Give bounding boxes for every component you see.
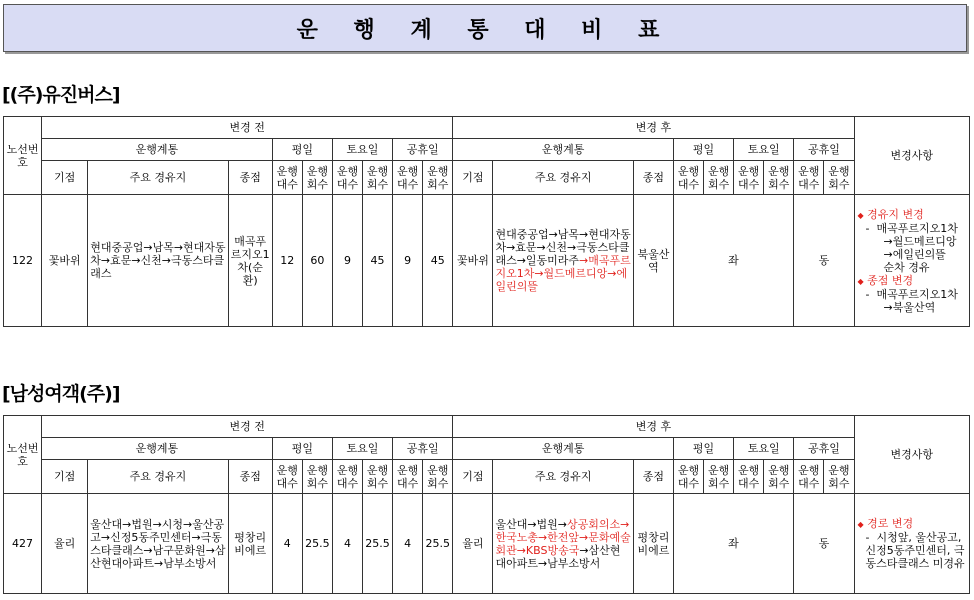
system-header: 운행계통 — [42, 438, 273, 460]
change-1-head: 경유지 변경 — [867, 207, 924, 221]
start-header: 기점 — [453, 460, 493, 494]
start-header: 기점 — [453, 161, 493, 195]
weekday-header: 평일 — [272, 438, 332, 460]
sat-vehicles: 4 — [332, 494, 362, 594]
before-header: 변경 전 — [42, 117, 453, 139]
vehicles-header: 운행대수 — [794, 460, 824, 494]
weekday-vehicles: 4 — [272, 494, 302, 594]
spacer — [673, 195, 733, 327]
changes-header: 변경사항 — [854, 416, 969, 494]
same-as-before-left: 좌 — [728, 254, 739, 267]
change-2-line-1: - 매곡푸르지오1차 — [865, 287, 958, 301]
holiday-same: 동 — [794, 195, 854, 327]
change-2-line-2: →북울산역 — [883, 300, 936, 314]
change-1-line-4: 순차 경유 — [883, 260, 930, 274]
holiday-header: 공휴일 — [794, 139, 854, 161]
vehicles-header: 운행대수 — [272, 460, 302, 494]
weekday-trips: 60 — [302, 195, 332, 327]
change-1-line-2: →월드메르디앙 — [883, 234, 957, 248]
before-start: 율리 — [42, 494, 88, 594]
sat-vehicles: 9 — [332, 195, 362, 327]
before-start: 꽃바위 — [42, 195, 88, 327]
after-header: 변경 후 — [453, 117, 854, 139]
same-as-before-left: 좌 — [728, 537, 739, 550]
holiday-header: 공휴일 — [393, 139, 453, 161]
changes-header: 변경사항 — [854, 117, 969, 195]
start-header: 기점 — [42, 161, 88, 195]
after-via — [493, 195, 633, 327]
vehicles-header: 운행대수 — [393, 460, 423, 494]
changes-cell — [854, 195, 969, 327]
vehicles-header: 운행대수 — [393, 161, 423, 195]
holiday-same: 동 — [794, 494, 854, 594]
change-1-head: 경로 변경 — [867, 517, 914, 530]
saturday-header: 토요일 — [734, 139, 794, 161]
trips-header: 운행회수 — [824, 161, 854, 195]
trips-header: 운행회수 — [302, 161, 332, 195]
weekday-trips: 25.5 — [302, 494, 332, 594]
change-1-text-1: 시청앞, 울산공고, 신정5동주민센터, 극동스타클래스 미경유 — [865, 531, 965, 570]
change-2-title — [858, 274, 966, 288]
company-title-1: [(주)유진버스] — [2, 84, 120, 106]
via-header: 주요 경유지 — [493, 161, 633, 195]
via-header: 주요 경유지 — [493, 460, 633, 494]
weekday-same-left — [728, 494, 794, 594]
sat-trips: 25.5 — [363, 494, 393, 594]
hol-trips: 25.5 — [423, 494, 453, 594]
change-1-line-1: - 매곡푸르지오1차 — [865, 221, 958, 235]
after-start: 율리 — [453, 494, 493, 594]
before-via: 울산대→법원→시청→울산공고→신정5동주민센터→극동스타클래스→남구문화원→삼산현대아파트→남부소방서 — [88, 494, 228, 594]
weekday-same-left — [728, 195, 794, 327]
spacer — [673, 494, 733, 594]
trips-header: 운행회수 — [423, 161, 453, 195]
after-via-changed: →매곡푸르지오1차→월드메르디앙→에일린의뜰 — [495, 254, 631, 293]
hol-trips: 45 — [423, 195, 453, 327]
saturday-header: 토요일 — [332, 438, 392, 460]
after-via-unchanged: 현대중공업→남목→현대자동차→효문→신천→극동스타클래스→일동미라주 — [495, 228, 631, 267]
after-via — [493, 494, 633, 594]
route-no-header: 노선번호 — [4, 117, 42, 195]
end-header: 종점 — [633, 460, 673, 494]
after-via-part-1: 울산대→법원→ — [495, 517, 568, 531]
start-header: 기점 — [42, 460, 88, 494]
before-end: 매곡푸르지오1차(순환) — [228, 195, 272, 327]
route-table-2 — [3, 415, 970, 594]
route-no-header: 노선번호 — [4, 416, 42, 494]
trips-header: 운행회수 — [824, 460, 854, 494]
diamond-icon: ◆ — [857, 520, 864, 529]
trips-header: 운행회수 — [423, 460, 453, 494]
hol-vehicles: 9 — [393, 195, 423, 327]
holiday-header: 공휴일 — [393, 438, 453, 460]
change-1-title — [858, 517, 966, 531]
via-header: 주요 경유지 — [88, 460, 228, 494]
saturday-header: 토요일 — [734, 438, 794, 460]
diamond-icon: ◆ — [857, 276, 864, 286]
end-header: 종점 — [228, 460, 272, 494]
diamond-icon: ◆ — [857, 210, 864, 220]
before-end: 평창리비에르 — [228, 494, 272, 594]
holiday-header: 공휴일 — [794, 438, 854, 460]
weekday-header: 평일 — [673, 438, 733, 460]
trips-header: 운행회수 — [302, 460, 332, 494]
vehicles-header: 운행대수 — [332, 161, 362, 195]
change-1-line-3: →에일린의뜰 — [883, 247, 946, 261]
weekday-header: 평일 — [673, 139, 733, 161]
weekday-vehicles: 12 — [272, 195, 302, 327]
vehicles-header: 운행대수 — [332, 460, 362, 494]
after-end: 북울산역 — [633, 195, 673, 327]
vehicles-header: 운행대수 — [272, 161, 302, 195]
weekday-header: 평일 — [272, 139, 332, 161]
after-header: 변경 후 — [453, 416, 854, 438]
after-via-changed: 상공회의소→한국노총→한전앞→문화예술회관→KBS방송국 — [495, 517, 631, 557]
system-header: 운행계통 — [453, 438, 674, 460]
vehicles-header: 운행대수 — [673, 161, 703, 195]
company-title-2: [남성여객(주)] — [2, 383, 120, 405]
vehicles-header: 운행대수 — [673, 460, 703, 494]
system-header: 운행계통 — [453, 139, 674, 161]
before-header: 변경 전 — [42, 416, 453, 438]
trips-header: 운행회수 — [704, 460, 734, 494]
change-2-head: 종점 변경 — [867, 273, 914, 287]
route-table-1 — [3, 116, 970, 327]
trips-header: 운행회수 — [764, 460, 794, 494]
saturday-header: 토요일 — [332, 139, 392, 161]
after-end: 평창리비에르 — [633, 494, 673, 594]
after-start: 꽃바위 — [453, 195, 493, 327]
trips-header: 운행회수 — [363, 460, 393, 494]
end-header: 종점 — [228, 161, 272, 195]
trips-header: 운행회수 — [704, 161, 734, 195]
vehicles-header: 운행대수 — [734, 460, 764, 494]
changes-cell — [854, 494, 969, 594]
change-1-title — [858, 208, 966, 222]
end-header: 종점 — [633, 161, 673, 195]
hol-vehicles: 4 — [393, 494, 423, 594]
after-via-part-2: →삼산현대아파트→남부소방서 — [495, 543, 621, 570]
vehicles-header: 운행대수 — [794, 161, 824, 195]
route-number: 122 — [4, 195, 42, 327]
before-via: 현대중공업→남목→현대자동차→효문→신천→극동스타클래스 — [88, 195, 228, 327]
sat-trips: 45 — [363, 195, 393, 327]
trips-header: 운행회수 — [363, 161, 393, 195]
vehicles-header: 운행대수 — [734, 161, 764, 195]
page-title: 운 행 계 통 대 비 표 — [3, 4, 967, 52]
system-header: 운행계통 — [42, 139, 273, 161]
change-1-line-1: - 시청앞, 울산공고, 신정5동주민센터, 극동스타클래스 미경유 — [865, 531, 965, 570]
via-header: 주요 경유지 — [88, 161, 228, 195]
route-number: 427 — [4, 494, 42, 594]
change-1-text-1: 매곡푸르지오1차 — [876, 221, 958, 235]
trips-header: 운행회수 — [764, 161, 794, 195]
change-2-text-1: 매곡푸르지오1차 — [876, 287, 958, 301]
